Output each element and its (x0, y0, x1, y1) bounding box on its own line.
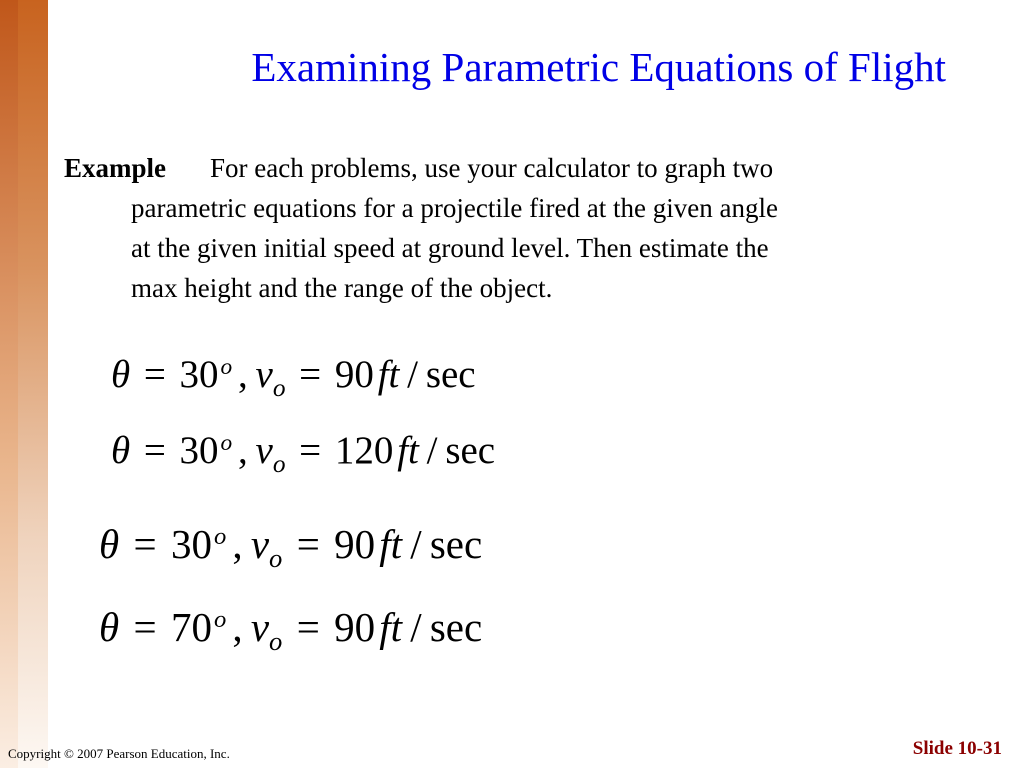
unit-slash: / (410, 521, 422, 567)
comma: , (232, 521, 243, 567)
equals-sign: = (143, 353, 166, 396)
unit-sec: sec (445, 429, 496, 472)
angle-value: 70 (170, 604, 212, 650)
example-text (64, 148, 954, 308)
equation-4 (99, 603, 483, 657)
body-line-1-text: For each problems, use your calculator to graph two (210, 153, 774, 183)
degree-marker: o (213, 523, 227, 551)
equals-sign: = (133, 521, 157, 567)
sidebar-edge-decoration (0, 0, 18, 768)
equals-sign: = (296, 604, 320, 650)
equals-sign: = (296, 521, 320, 567)
velocity-subscript: o (272, 449, 286, 478)
body-line-3: at the given initial speed at ground level. Then estimate the (131, 233, 769, 263)
speed-value: 90 (334, 521, 376, 567)
unit-slash: / (426, 429, 438, 472)
body-line-4: max height and the range of the object. (131, 273, 553, 303)
speed-value: 120 (334, 429, 394, 472)
equation-3 (99, 520, 483, 574)
equals-sign: = (299, 353, 322, 396)
equation-2 (111, 428, 496, 478)
unit-slash: / (410, 604, 422, 650)
velocity-symbol: v (250, 604, 270, 650)
theta-symbol: θ (111, 429, 131, 472)
unit-ft: ft (379, 521, 403, 567)
unit-sec: sec (429, 604, 483, 650)
angle-value: 30 (179, 429, 219, 472)
unit-ft: ft (379, 604, 403, 650)
comma: , (232, 604, 243, 650)
theta-symbol: θ (99, 604, 120, 650)
equals-sign: = (133, 604, 157, 650)
theta-symbol: θ (99, 521, 120, 567)
slide-title: Examining Parametric Equations of Flight (251, 44, 946, 90)
body-line-1 (64, 148, 954, 188)
speed-value: 90 (334, 353, 374, 396)
equals-sign: = (143, 429, 166, 472)
velocity-subscript: o (269, 626, 283, 657)
velocity-subscript: o (272, 373, 286, 402)
angle-value: 30 (170, 521, 212, 567)
velocity-symbol: v (255, 353, 273, 396)
velocity-symbol: v (250, 521, 270, 567)
equals-sign: = (299, 429, 322, 472)
degree-marker: o (220, 430, 233, 457)
comma: , (238, 429, 248, 472)
velocity-symbol: v (255, 429, 273, 472)
speed-value: 90 (334, 604, 376, 650)
degree-marker: o (213, 606, 227, 634)
angle-value: 30 (179, 353, 219, 396)
unit-sec: sec (425, 353, 476, 396)
slide-number: Slide 10-31 (912, 738, 1002, 759)
unit-ft: ft (397, 429, 419, 472)
example-label: Example (64, 153, 167, 183)
unit-ft: ft (377, 353, 400, 396)
copyright-notice: Copyright © 2007 Pearson Education, Inc. (8, 746, 230, 761)
body-line-2: parametric equations for a projectile fired at the given angle (131, 193, 778, 223)
unit-slash: / (407, 353, 419, 396)
theta-symbol: θ (111, 353, 131, 396)
comma: , (238, 353, 248, 396)
unit-sec: sec (429, 521, 483, 567)
degree-marker: o (220, 354, 233, 381)
velocity-subscript: o (269, 543, 283, 574)
equation-1 (111, 352, 476, 402)
